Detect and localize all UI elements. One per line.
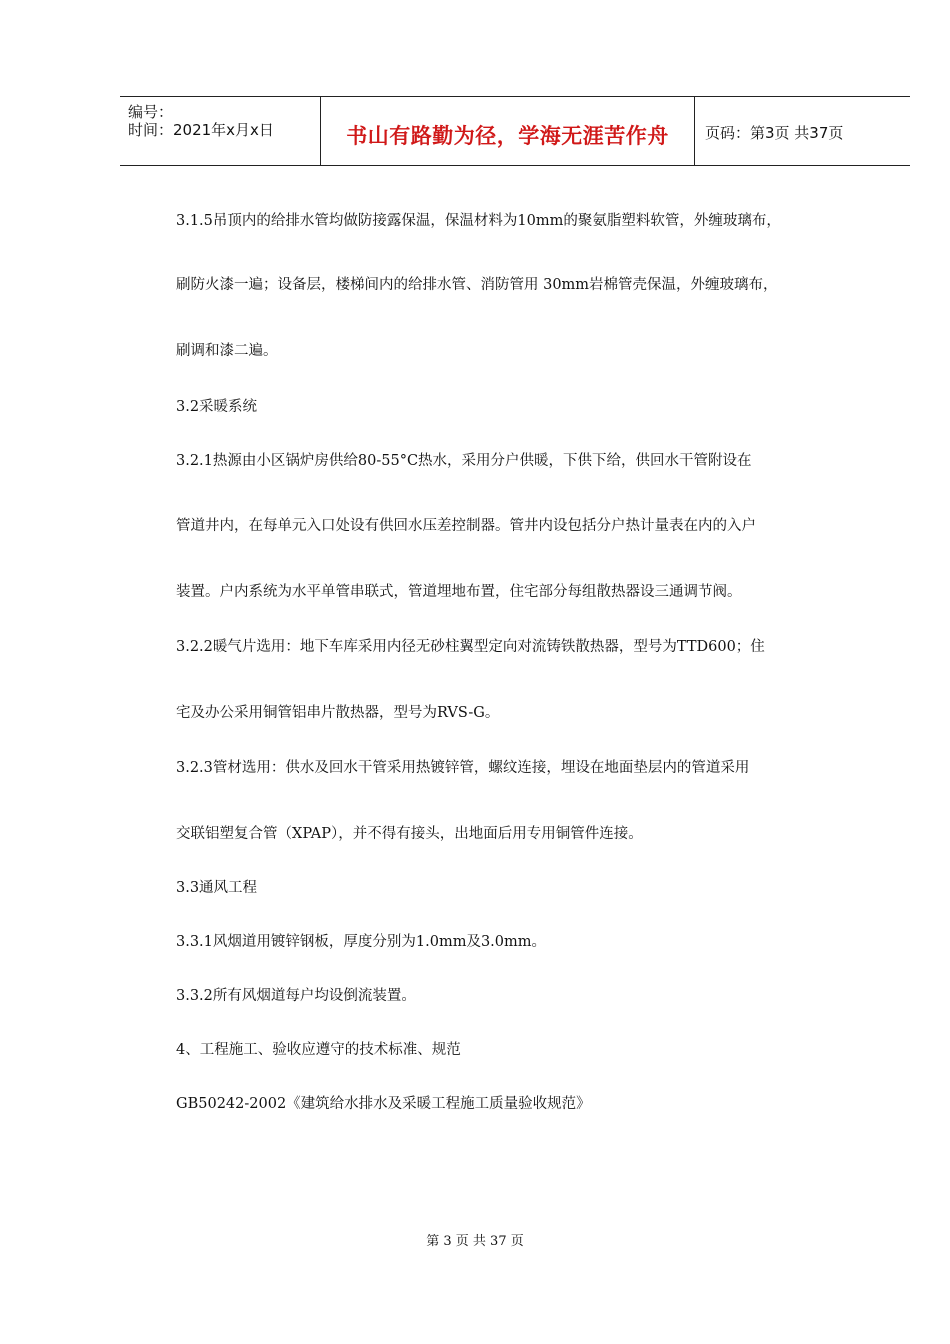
- body-line: 管道井内，在每单元入口处设有供回水压差控制器。管井内设包括分户热计量表在内的入户: [176, 518, 756, 534]
- body-line: 刷调和漆二遍。: [176, 343, 278, 359]
- section-heading: 3.3通风工程: [176, 880, 258, 896]
- document-time-label: 时间：2021年x月x日: [128, 121, 274, 139]
- body-line: GB50242-2002《建筑给水排水及采暖工程施工质量验收规范》: [176, 1096, 591, 1112]
- page-header: [120, 96, 910, 166]
- body-line: 宅及办公采用铜管铝串片散热器，型号为RVS-G。: [176, 705, 500, 721]
- body-line: 3.2.2暖气片选用：地下车库采用内径无砂柱翼型定向对流铸铁散热器，型号为TTD600；住: [176, 639, 765, 655]
- header-page-info: 页码：第3页 共37页: [705, 124, 844, 142]
- body-line: 刷防火漆一遍；设备层，楼梯间内的给排水管、消防管用 30mm岩棉管壳保温，外缠玻璃布，: [176, 277, 778, 293]
- body-line: 3.2.3管材选用：供水及回水干管采用热镀锌管，螺纹连接，埋设在地面垫层内的管道采用: [176, 760, 750, 776]
- section-heading: 4、工程施工、验收应遵守的技术标准、规范: [176, 1042, 461, 1058]
- body-line: 3.1.5吊顶内的给排水管均做防接露保温，保温材料为10mm的聚氨脂塑料软管，外缠玻璃布，: [176, 213, 781, 229]
- body-line: 交联铝塑复合管（XPAP），并不得有接头，出地面后用专用铜管件连接。: [176, 826, 643, 842]
- body-line: 3.2.1热源由小区锅炉房供给80-55°C热水，采用分户供暖，下供下给，供回水干管附设在: [176, 453, 752, 469]
- header-motto-cell: [321, 97, 695, 165]
- header-page-cell: [695, 97, 910, 165]
- body-line: 3.3.1风烟道用镀锌钢板，厚度分别为1.0mm及3.0mm。: [176, 934, 547, 950]
- header-motto: 书山有路勤为径，学海无涯苦作舟: [346, 124, 669, 148]
- body-line: 3.3.2所有风烟道每户均设倒流装置。: [176, 988, 416, 1004]
- section-heading: 3.2采暖系统: [176, 399, 258, 415]
- header-info-cell: [120, 97, 321, 165]
- page-footer: 第 3 页 共 37 页: [426, 1234, 524, 1249]
- body-line: 装置。户内系统为水平单管串联式，管道埋地布置，住宅部分每组散热器设三通调节阀。: [176, 584, 742, 600]
- document-number-label: 编号：: [128, 103, 174, 121]
